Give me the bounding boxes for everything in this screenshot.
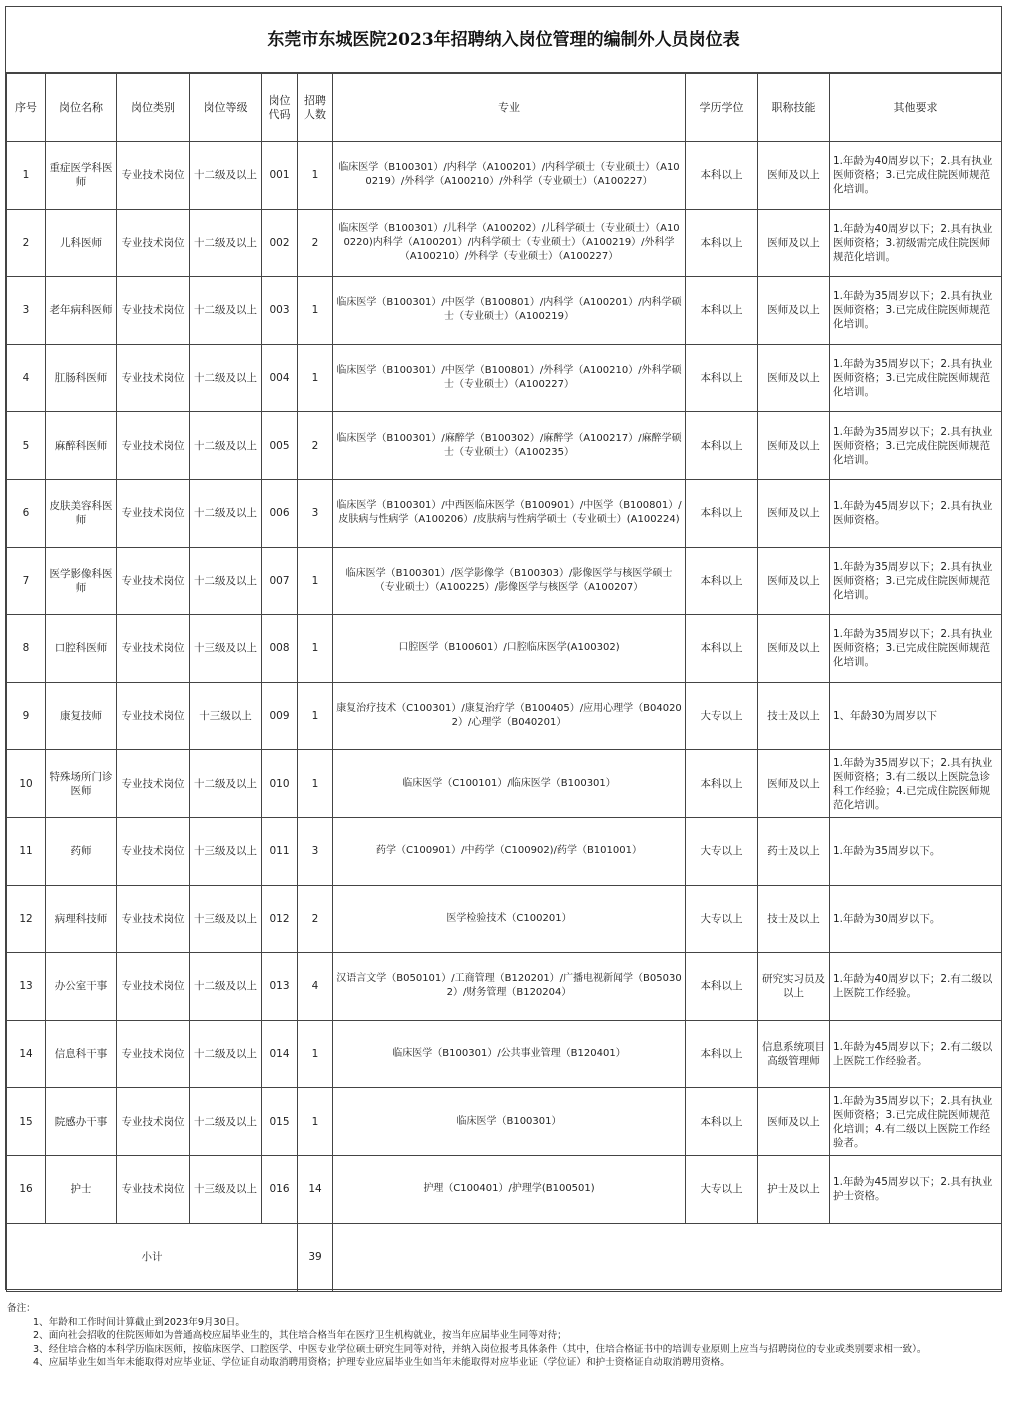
table-row xyxy=(7,1155,1002,1223)
cell-category: 专业技术岗位 xyxy=(117,479,190,547)
cell-grade: 十二级及以上 xyxy=(190,547,262,615)
cell-category: 专业技术岗位 xyxy=(117,547,190,615)
cell-major: 药学（C100901）/中药学（C100902)/药学（B101001） xyxy=(333,817,686,885)
header-major: 专业 xyxy=(333,74,686,142)
cell-title: 研究实习员及以上 xyxy=(758,953,830,1021)
cell-other: 1.年龄为35周岁以下；2.具有执业医师资格；3.已完成住院医师规范化培训。 xyxy=(830,615,1002,683)
subtotal-label: 小计 xyxy=(7,1223,298,1291)
header-title: 职称技能 xyxy=(758,74,830,142)
cell-name: 院感办干事 xyxy=(46,1088,117,1156)
cell-major: 临床医学（B100301）/内科学（A100201）/内科学硕士（专业硕士）（A100219）/外科学（A100210）/外科学（专业硕士）（A100227） xyxy=(333,142,686,210)
cell-edu: 大专以上 xyxy=(686,817,758,885)
cell-major: 汉语言文学（B050101）/工商管理（B120201）/广播电视新闻学（B050302）/财务管理（B120204） xyxy=(333,953,686,1021)
cell-count: 1 xyxy=(298,615,333,683)
cell-grade: 十二级及以上 xyxy=(190,1088,262,1156)
cell-grade: 十二级及以上 xyxy=(190,750,262,818)
cell-count: 2 xyxy=(298,412,333,480)
note-item: 2、面向社会招收的住院医师如为普通高校应届毕业生的，其住培合格当年在医疗卫生机构就业，按当年应届毕业生同等对待； xyxy=(33,1330,567,1342)
cell-title: 药士及以上 xyxy=(758,817,830,885)
cell-other: 1.年龄为35周岁以下；2.具有执业医师资格；3.已完成住院医师规范化培训。 xyxy=(830,547,1002,615)
cell-category: 专业技术岗位 xyxy=(117,1020,190,1088)
cell-code: 013 xyxy=(262,953,298,1021)
subtotal-count: 39 xyxy=(298,1223,333,1291)
header-other: 其他要求 xyxy=(830,74,1002,142)
cell-title: 信息系统项目高级管理师 xyxy=(758,1020,830,1088)
cell-grade: 十三级及以上 xyxy=(190,885,262,953)
cell-grade: 十二级及以上 xyxy=(190,953,262,1021)
cell-category: 专业技术岗位 xyxy=(117,1155,190,1223)
job-table-sheet xyxy=(5,6,1002,1290)
header-grade: 岗位等级 xyxy=(190,74,262,142)
cell-seq: 6 xyxy=(7,479,46,547)
cell-code: 001 xyxy=(262,142,298,210)
cell-name: 信息科干事 xyxy=(46,1020,117,1088)
note-item: 3、经住培合格的本科学历临床医师，按临床医学、口腔医学、中医专业学位硕士研究生同等对待，并纳入岗位报考具体条件（其中，住培合格证书中的培训专业原则上应当与招聘岗位的专业或类别要求相一致）。 xyxy=(33,1343,927,1355)
subtotal-row xyxy=(7,1223,1002,1291)
table-row xyxy=(7,750,1002,818)
cell-name: 皮肤美容科医师 xyxy=(46,479,117,547)
cell-category: 专业技术岗位 xyxy=(117,953,190,1021)
cell-title: 医师及以上 xyxy=(758,479,830,547)
cell-category: 专业技术岗位 xyxy=(117,817,190,885)
cell-other: 1.年龄为35周岁以下；2.具有执业医师资格；3.已完成住院医师规范化培训。 xyxy=(830,344,1002,412)
cell-major: 临床医学（C100101）/临床医学（B100301） xyxy=(333,750,686,818)
cell-other: 1.年龄为35周岁以下；2.具有执业医师资格；3.有二级以上医院急诊科工作经验；4.已完成住院医师规范化培训。 xyxy=(830,750,1002,818)
notes-section xyxy=(7,1302,1002,1370)
note-item: 4、应届毕业生如当年未能取得对应毕业证、学位证自动取消聘用资格；护理专业应届毕业生如当年未能取得对应毕业证（学位证）和护士资格证自动取消聘用资格。 xyxy=(33,1357,730,1369)
table-header-row xyxy=(7,74,1002,142)
cell-grade: 十二级及以上 xyxy=(190,277,262,345)
cell-grade: 十二级及以上 xyxy=(190,412,262,480)
header-category: 岗位类别 xyxy=(117,74,190,142)
cell-code: 008 xyxy=(262,615,298,683)
cell-other: 1.年龄为45周岁以下；2.有二级以上医院工作经验者。 xyxy=(830,1020,1002,1088)
cell-major: 临床医学（B100301）/中西医临床医学（B100901）/中医学（B100801）/皮肤病与性病学（A100206）/皮肤病与性病学硕士（专业硕士）(A100224) xyxy=(333,479,686,547)
table-row xyxy=(7,1088,1002,1156)
cell-other: 1.年龄为35周岁以下；2.具有执业医师资格；3.已完成住院医师规范化培训。 xyxy=(830,412,1002,480)
cell-code: 003 xyxy=(262,277,298,345)
table-row xyxy=(7,412,1002,480)
cell-name: 病理科技师 xyxy=(46,885,117,953)
cell-other: 1.年龄为45周岁以下；2.具有执业护士资格。 xyxy=(830,1155,1002,1223)
cell-major: 康复治疗技术（C100301）/康复治疗学（B100405）/应用心理学（B040202）/心理学（B040201） xyxy=(333,682,686,750)
cell-name: 康复技师 xyxy=(46,682,117,750)
cell-count: 1 xyxy=(298,547,333,615)
cell-count: 1 xyxy=(298,1020,333,1088)
cell-other: 1.年龄为30周岁以下。 xyxy=(830,885,1002,953)
cell-title: 护士及以上 xyxy=(758,1155,830,1223)
cell-grade: 十二级及以上 xyxy=(190,209,262,277)
cell-code: 009 xyxy=(262,682,298,750)
table-row xyxy=(7,142,1002,210)
cell-count: 1 xyxy=(298,142,333,210)
cell-name: 办公室干事 xyxy=(46,953,117,1021)
subtotal-empty xyxy=(333,1223,1002,1291)
cell-category: 专业技术岗位 xyxy=(117,615,190,683)
cell-count: 1 xyxy=(298,277,333,345)
cell-count: 1 xyxy=(298,682,333,750)
cell-name: 药师 xyxy=(46,817,117,885)
cell-seq: 8 xyxy=(7,615,46,683)
cell-seq: 10 xyxy=(7,750,46,818)
cell-seq: 5 xyxy=(7,412,46,480)
cell-code: 007 xyxy=(262,547,298,615)
cell-title: 医师及以上 xyxy=(758,209,830,277)
cell-category: 专业技术岗位 xyxy=(117,277,190,345)
cell-name: 护士 xyxy=(46,1155,117,1223)
table-row xyxy=(7,682,1002,750)
cell-name: 麻醉科医师 xyxy=(46,412,117,480)
cell-count: 3 xyxy=(298,817,333,885)
cell-count: 1 xyxy=(298,750,333,818)
cell-edu: 本科以上 xyxy=(686,750,758,818)
cell-grade: 十三级及以上 xyxy=(190,817,262,885)
cell-category: 专业技术岗位 xyxy=(117,885,190,953)
cell-seq: 2 xyxy=(7,209,46,277)
cell-other: 1.年龄为40周岁以下；2.有二级以上医院工作经验。 xyxy=(830,953,1002,1021)
table-row xyxy=(7,885,1002,953)
header-edu: 学历学位 xyxy=(686,74,758,142)
cell-edu: 本科以上 xyxy=(686,547,758,615)
cell-edu: 本科以上 xyxy=(686,479,758,547)
cell-major: 临床医学（B100301）/儿科学（A100202）/儿科学硕士（专业硕士）（A100220)内科学（A100201）/内科学硕士（专业硕士）（A100219）/外科学（A100210）/外科学（专业硕士）（A100227） xyxy=(333,209,686,277)
cell-seq: 7 xyxy=(7,547,46,615)
header-name: 岗位名称 xyxy=(46,74,117,142)
table-row xyxy=(7,547,1002,615)
cell-category: 专业技术岗位 xyxy=(117,344,190,412)
cell-edu: 本科以上 xyxy=(686,142,758,210)
table-row xyxy=(7,344,1002,412)
cell-grade: 十二级及以上 xyxy=(190,142,262,210)
header-count: 招聘人数 xyxy=(298,74,333,142)
cell-other: 1、年龄30为周岁以下 xyxy=(830,682,1002,750)
cell-code: 014 xyxy=(262,1020,298,1088)
cell-name: 医学影像科医师 xyxy=(46,547,117,615)
cell-major: 临床医学（B100301）/医学影像学（B100303）/影像医学与核医学硕士（专业硕士）（A100225）/影像医学与核医学（A100207） xyxy=(333,547,686,615)
cell-count: 1 xyxy=(298,1088,333,1156)
cell-name: 肛肠科医师 xyxy=(46,344,117,412)
cell-code: 005 xyxy=(262,412,298,480)
cell-edu: 本科以上 xyxy=(686,1020,758,1088)
cell-major: 临床医学（B100301） xyxy=(333,1088,686,1156)
header-seq: 序号 xyxy=(7,74,46,142)
cell-edu: 本科以上 xyxy=(686,615,758,683)
cell-major: 临床医学（B100301）/中医学（B100801）/内科学（A100201）/内科学硕士（专业硕士）（A100219） xyxy=(333,277,686,345)
table-body xyxy=(7,142,1002,1292)
cell-name: 特殊场所门诊医师 xyxy=(46,750,117,818)
cell-grade: 十二级及以上 xyxy=(190,344,262,412)
cell-title: 医师及以上 xyxy=(758,547,830,615)
cell-grade: 十二级及以上 xyxy=(190,479,262,547)
cell-code: 016 xyxy=(262,1155,298,1223)
table-row xyxy=(7,817,1002,885)
cell-other: 1.年龄为35周岁以下。 xyxy=(830,817,1002,885)
cell-edu: 本科以上 xyxy=(686,1088,758,1156)
table-row xyxy=(7,953,1002,1021)
cell-edu: 大专以上 xyxy=(686,1155,758,1223)
cell-code: 015 xyxy=(262,1088,298,1156)
cell-seq: 12 xyxy=(7,885,46,953)
cell-seq: 9 xyxy=(7,682,46,750)
cell-edu: 本科以上 xyxy=(686,277,758,345)
cell-code: 012 xyxy=(262,885,298,953)
cell-title: 医师及以上 xyxy=(758,1088,830,1156)
cell-other: 1.年龄为40周岁以下；2.具有执业医师资格；3.初级需完成住院医师规范化培训。 xyxy=(830,209,1002,277)
table-row xyxy=(7,615,1002,683)
cell-title: 医师及以上 xyxy=(758,142,830,210)
cell-category: 专业技术岗位 xyxy=(117,209,190,277)
cell-grade: 十三级及以上 xyxy=(190,1155,262,1223)
cell-code: 002 xyxy=(262,209,298,277)
page-title: 东莞市东城医院2023年招聘纳入岗位管理的编制外人员岗位表 xyxy=(6,7,1001,73)
cell-title: 技士及以上 xyxy=(758,682,830,750)
cell-count: 1 xyxy=(298,344,333,412)
cell-category: 专业技术岗位 xyxy=(117,412,190,480)
cell-major: 临床医学（B100301）/公共事业管理（B120401） xyxy=(333,1020,686,1088)
cell-seq: 3 xyxy=(7,277,46,345)
job-table xyxy=(6,73,1002,1292)
cell-code: 004 xyxy=(262,344,298,412)
cell-category: 专业技术岗位 xyxy=(117,1088,190,1156)
cell-major: 临床医学（B100301）/麻醉学（B100302）/麻醉学（A100217）/麻醉学硕士（专业硕士）（A100235） xyxy=(333,412,686,480)
cell-name: 老年病科医师 xyxy=(46,277,117,345)
cell-edu: 本科以上 xyxy=(686,953,758,1021)
cell-title: 医师及以上 xyxy=(758,344,830,412)
cell-seq: 15 xyxy=(7,1088,46,1156)
cell-edu: 大专以上 xyxy=(686,885,758,953)
cell-category: 专业技术岗位 xyxy=(117,750,190,818)
cell-major: 医学检验技术（C100201） xyxy=(333,885,686,953)
cell-title: 技士及以上 xyxy=(758,885,830,953)
cell-grade: 十二级及以上 xyxy=(190,1020,262,1088)
cell-seq: 14 xyxy=(7,1020,46,1088)
cell-edu: 本科以上 xyxy=(686,412,758,480)
cell-category: 专业技术岗位 xyxy=(117,682,190,750)
cell-name: 口腔科医师 xyxy=(46,615,117,683)
cell-count: 2 xyxy=(298,885,333,953)
cell-title: 医师及以上 xyxy=(758,750,830,818)
cell-edu: 本科以上 xyxy=(686,209,758,277)
cell-seq: 11 xyxy=(7,817,46,885)
cell-seq: 13 xyxy=(7,953,46,1021)
cell-title: 医师及以上 xyxy=(758,277,830,345)
cell-other: 1.年龄为35周岁以下；2.具有执业医师资格；3.已完成住院医师规范化培训；4.有二级以上医院工作经验者。 xyxy=(830,1088,1002,1156)
cell-other: 1.年龄为45周岁以下；2.具有执业医师资格。 xyxy=(830,479,1002,547)
cell-grade: 十三级以上 xyxy=(190,682,262,750)
cell-major: 临床医学（B100301）/中医学（B100801）/外科学（A100210）/外科学硕士（专业硕士）（A100227） xyxy=(333,344,686,412)
cell-name: 重症医学科医师 xyxy=(46,142,117,210)
cell-count: 3 xyxy=(298,479,333,547)
cell-seq: 4 xyxy=(7,344,46,412)
cell-count: 14 xyxy=(298,1155,333,1223)
cell-count: 2 xyxy=(298,209,333,277)
cell-count: 4 xyxy=(298,953,333,1021)
cell-name: 儿科医师 xyxy=(46,209,117,277)
table-row xyxy=(7,209,1002,277)
table-row xyxy=(7,479,1002,547)
cell-edu: 大专以上 xyxy=(686,682,758,750)
cell-major: 护理（C100401）/护理学(B100501) xyxy=(333,1155,686,1223)
cell-code: 010 xyxy=(262,750,298,818)
header-code: 岗位代码 xyxy=(262,74,298,142)
cell-title: 医师及以上 xyxy=(758,412,830,480)
cell-other: 1.年龄为35周岁以下；2.具有执业医师资格；3.已完成住院医师规范化培训。 xyxy=(830,277,1002,345)
cell-grade: 十三级及以上 xyxy=(190,615,262,683)
cell-code: 006 xyxy=(262,479,298,547)
notes-heading: 备注： xyxy=(7,1303,36,1314)
cell-edu: 本科以上 xyxy=(686,344,758,412)
cell-title: 医师及以上 xyxy=(758,615,830,683)
cell-other: 1.年龄为40周岁以下；2.具有执业医师资格；3.已完成住院医师规范化培训。 xyxy=(830,142,1002,210)
table-row xyxy=(7,1020,1002,1088)
cell-seq: 1 xyxy=(7,142,46,210)
note-item: 1、年龄和工作时间计算截止到2023年9月30日。 xyxy=(33,1316,245,1328)
table-row xyxy=(7,277,1002,345)
cell-seq: 16 xyxy=(7,1155,46,1223)
cell-code: 011 xyxy=(262,817,298,885)
cell-category: 专业技术岗位 xyxy=(117,142,190,210)
cell-major: 口腔医学（B100601）/口腔临床医学(A100302) xyxy=(333,615,686,683)
